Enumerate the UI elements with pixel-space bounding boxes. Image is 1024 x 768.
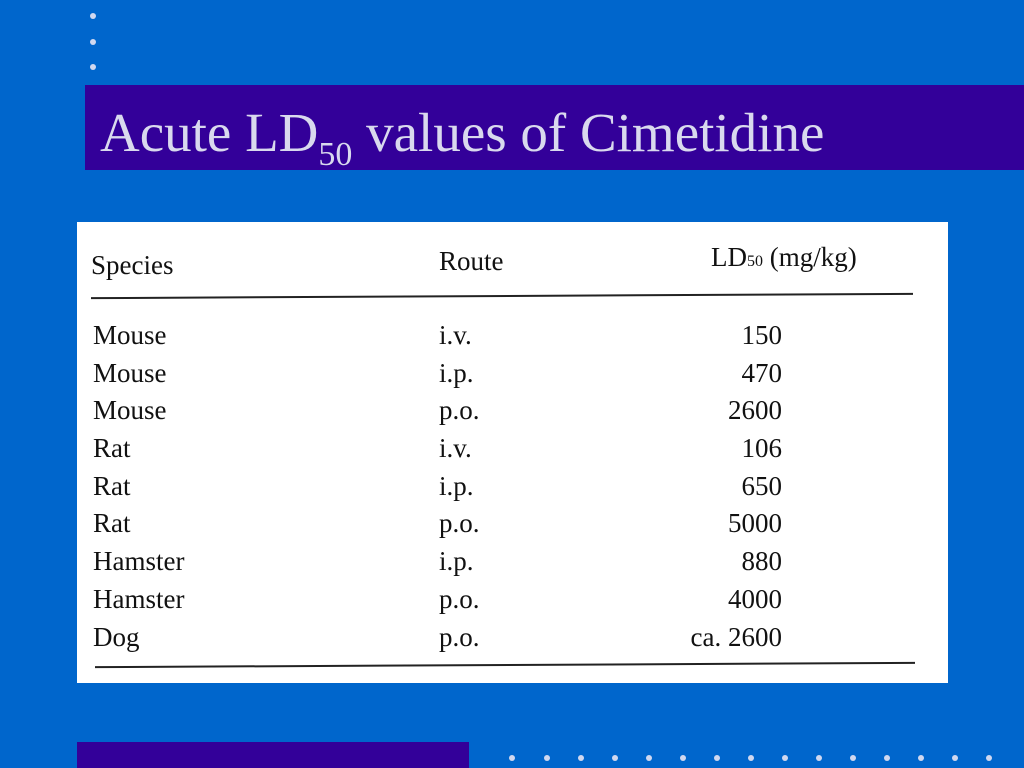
decorative-dot bbox=[986, 755, 992, 761]
cell-ld50: 650 bbox=[741, 470, 782, 501]
cell-species: Hamster bbox=[93, 583, 185, 614]
decorative-dot bbox=[90, 64, 96, 70]
cell-route: i.p. bbox=[439, 546, 474, 577]
cell-ld50: 150 bbox=[741, 320, 782, 350]
decorative-dot bbox=[612, 755, 618, 761]
cell-route: i.v. bbox=[439, 433, 472, 464]
cell-species: Mouse bbox=[93, 395, 167, 426]
cell-species: Dog bbox=[93, 621, 140, 652]
cell-species: Mouse bbox=[93, 320, 167, 350]
decorative-dot bbox=[680, 755, 686, 761]
decorative-dot bbox=[578, 755, 584, 761]
cell-ld50: 4000 bbox=[728, 583, 782, 614]
cell-ld50: 880 bbox=[741, 546, 782, 577]
table-divider-bottom bbox=[95, 662, 915, 668]
cell-species: Rat bbox=[93, 433, 131, 464]
cell-route: i.v. bbox=[439, 320, 472, 350]
table-row bbox=[77, 356, 948, 394]
title-subscript: 50 bbox=[318, 136, 353, 173]
decorative-dot bbox=[714, 755, 720, 761]
decorative-dot bbox=[90, 39, 96, 45]
cell-route: p.o. bbox=[439, 583, 480, 614]
decorative-dot bbox=[646, 755, 652, 761]
decorative-dot bbox=[850, 755, 856, 761]
decorative-dot bbox=[918, 755, 924, 761]
table-row bbox=[77, 620, 948, 658]
table-row bbox=[77, 393, 948, 431]
header-ld-subscript: 50 bbox=[747, 253, 763, 270]
cell-route: p.o. bbox=[439, 621, 480, 652]
decorative-dot bbox=[816, 755, 822, 761]
table-row bbox=[77, 582, 948, 620]
table-divider-top bbox=[91, 293, 913, 299]
cell-ld50: 5000 bbox=[728, 508, 782, 539]
cell-species: Mouse bbox=[93, 357, 167, 388]
cell-route: i.p. bbox=[439, 357, 474, 388]
table-row bbox=[77, 318, 948, 356]
table-row bbox=[77, 469, 948, 507]
decorative-dot bbox=[544, 755, 550, 761]
header-ld50 bbox=[711, 240, 857, 279]
table-body bbox=[77, 318, 948, 657]
title-prefix: Acute LD bbox=[100, 102, 319, 163]
decorative-dot bbox=[952, 755, 958, 761]
cell-ld50: 2600 bbox=[728, 395, 782, 426]
cell-route: p.o. bbox=[439, 508, 480, 539]
table-row bbox=[77, 506, 948, 544]
bottom-accent-bar bbox=[77, 742, 469, 768]
cell-route: p.o. bbox=[439, 395, 480, 426]
cell-species: Rat bbox=[93, 508, 131, 539]
page-title bbox=[100, 101, 824, 173]
title-suffix: values of Cimetidine bbox=[352, 102, 825, 163]
ld50-table bbox=[77, 222, 948, 683]
table-row bbox=[77, 544, 948, 582]
cell-ld50: ca. 2600 bbox=[690, 621, 782, 652]
cell-route: i.p. bbox=[439, 470, 474, 501]
header-route: Route bbox=[439, 246, 504, 276]
header-species: Species bbox=[91, 250, 174, 280]
table-row bbox=[77, 431, 948, 469]
cell-ld50: 470 bbox=[741, 357, 782, 388]
cell-species: Hamster bbox=[93, 546, 185, 577]
decorative-dot bbox=[90, 13, 96, 19]
decorative-dot bbox=[884, 755, 890, 761]
decorative-dot bbox=[748, 755, 754, 761]
header-ld-unit: (mg/kg) bbox=[763, 242, 857, 272]
cell-ld50: 106 bbox=[741, 433, 782, 464]
decorative-dot bbox=[509, 755, 515, 761]
cell-species: Rat bbox=[93, 470, 131, 501]
decorative-dot bbox=[782, 755, 788, 761]
header-ld-prefix: LD bbox=[711, 242, 747, 272]
